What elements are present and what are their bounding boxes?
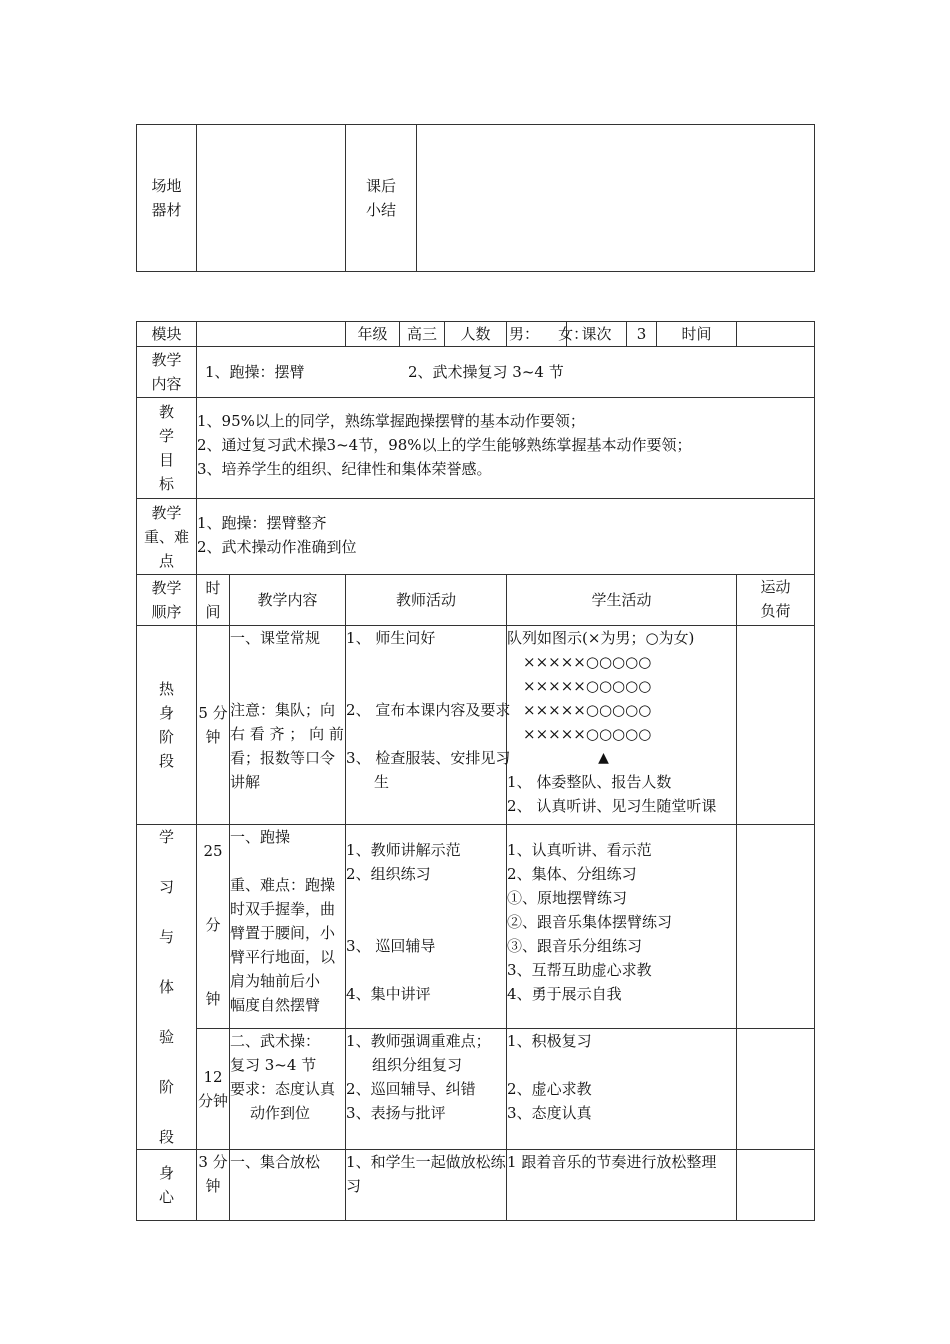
wushu-content-line: 二、武术操： <box>230 1032 321 1050</box>
teacher-position-marker: ▲ <box>598 750 609 766</box>
key-points-value <box>197 499 815 575</box>
warmup-content-note: 右 看 齐 ； 向 前 <box>230 725 344 743</box>
learning-stage-char: 验 <box>158 1028 174 1046</box>
time-label: 时间 <box>657 322 737 347</box>
warmup-content-title: 一、课堂常规 <box>230 629 321 647</box>
formation-row: ×××××○○○○○ <box>523 677 652 695</box>
site-label-line: 器材 <box>151 201 182 219</box>
run-student-line: 4、勇于展示自我 <box>507 985 622 1003</box>
col-time: 时间 <box>197 575 230 626</box>
content-item-1: 1、跑操：摆臂 <box>205 363 305 381</box>
learning-stage-char: 体 <box>158 978 174 996</box>
col-order <box>137 575 197 626</box>
goal-line: 1、95%以上的同学，熟练掌握跑操摆臂的基本动作要领； <box>197 412 585 430</box>
run-time-line: 分 <box>205 916 221 934</box>
summary-label-line: 小结 <box>365 201 396 219</box>
wushu-student-line: 2、虚心求教 <box>507 1080 592 1098</box>
run-teacher-line: 4、集中讲评 <box>346 985 431 1003</box>
warmup-stage-char: 热 <box>158 680 174 698</box>
col-load-line: 负荷 <box>760 602 791 620</box>
wushu-content-line: 复习 3~4 节 <box>230 1056 317 1074</box>
warmup-stage <box>137 626 197 825</box>
content-label-line: 内容 <box>151 375 182 393</box>
cooldown-teacher <box>346 1150 507 1221</box>
summary-label <box>346 125 417 272</box>
content-label-line: 教学 <box>151 351 182 369</box>
run-teacher <box>346 825 507 1029</box>
site-label <box>137 125 197 272</box>
warmup-teacher-line: 1、 师生问好 <box>346 629 436 647</box>
run-load <box>737 825 815 1029</box>
warmup-stage-char: 段 <box>158 752 174 770</box>
wushu-content-line: 动作到位 <box>250 1104 311 1122</box>
learning-stage-char: 段 <box>158 1128 174 1146</box>
warmup-stage-char: 身 <box>158 704 174 722</box>
warmup-content <box>230 626 346 825</box>
lesson-label: 课次 <box>567 322 627 347</box>
col-order-line: 顺序 <box>151 603 182 621</box>
run-student-line: 3、互帮互助虚心求教 <box>507 961 652 979</box>
goals-label-char: 标 <box>158 475 174 493</box>
wushu-load <box>737 1029 815 1150</box>
site-summary-table <box>136 124 815 272</box>
run-content <box>230 825 346 1029</box>
formation-row: ×××××○○○○○ <box>523 725 652 743</box>
warmup-student <box>507 626 737 825</box>
cooldown-time-line: 3 分 <box>198 1153 228 1171</box>
lesson-plan-table <box>136 321 815 1221</box>
formation-row: ×××××○○○○○ <box>523 653 652 671</box>
col-teacher: 教师活动 <box>346 575 507 626</box>
cooldown-time-line: 钟 <box>205 1177 221 1195</box>
warmup-load <box>737 626 815 825</box>
run-content-note: 时双手握拳，曲 <box>230 900 336 918</box>
run-student-line: 1、认真听讲、看示范 <box>507 841 652 859</box>
cooldown-teacher-line: 1、和学生一起做放松练 <box>346 1153 506 1171</box>
run-time <box>197 825 230 1029</box>
col-load-line: 运动 <box>760 578 791 596</box>
run-time-line: 25 <box>203 842 223 860</box>
wushu-content-line: 要求：态度认真 <box>230 1080 336 1098</box>
col-load <box>737 575 815 626</box>
learning-stage-char: 习 <box>158 878 174 896</box>
warmup-stage-char: 阶 <box>158 728 174 746</box>
goals-value <box>197 398 815 499</box>
count-value <box>507 322 589 347</box>
cooldown-stage-char: 心 <box>158 1188 174 1206</box>
wushu-teacher-line: 1、教师强调重难点； <box>346 1032 491 1050</box>
learning-stage <box>137 825 197 1150</box>
learning-stage-char: 与 <box>158 928 174 946</box>
run-content-note: 幅度自然摆臂 <box>230 996 321 1014</box>
module-value <box>197 322 346 347</box>
run-content-note: 臂置于腰间，小 <box>230 924 336 942</box>
run-student-line: ③、跟音乐分组练习 <box>507 937 643 955</box>
warmup-time-line: 5 分 <box>198 704 228 722</box>
run-student-line: 2、集体、分组练习 <box>507 865 637 883</box>
female-label: 女： <box>558 325 589 343</box>
wushu-student-line: 1、积极复习 <box>507 1032 592 1050</box>
time-value <box>737 322 815 347</box>
grade-label: 年级 <box>346 322 400 347</box>
count-label: 人数 <box>445 322 507 347</box>
content-label <box>137 347 197 398</box>
run-student-line: ②、跟音乐集体摆臂练习 <box>507 913 673 931</box>
cooldown-stage-char: 身 <box>158 1164 174 1182</box>
key-points-label <box>137 499 197 575</box>
key-points-label-line: 重、难 <box>143 527 189 546</box>
content-value <box>197 347 815 398</box>
cooldown-content <box>230 1150 346 1221</box>
content-item-2: 2、武术操复习 3~4 节 <box>408 363 564 381</box>
wushu-student-line: 3、态度认真 <box>507 1104 592 1122</box>
cooldown-teacher-line: 习 <box>346 1177 362 1195</box>
warmup-teacher-line: 生 <box>374 773 390 791</box>
formation-row: ×××××○○○○○ <box>523 701 652 719</box>
col-order-line: 教学 <box>151 579 182 597</box>
run-teacher-line: 1、教师讲解示范 <box>346 841 461 859</box>
goal-line: 2、通过复习武术操3~4节，98%以上的学生能够熟练掌握基本动作要领； <box>197 436 692 454</box>
key-point-line: 2、武术操动作准确到位 <box>197 538 357 556</box>
run-content-title: 一、跑操 <box>230 828 291 846</box>
warmup-content-note: 讲解 <box>230 773 261 791</box>
run-content-note: 重、难点：跑操 <box>230 876 336 894</box>
wushu-time-line: 12 <box>203 1068 223 1086</box>
warmup-time <box>197 626 230 825</box>
warmup-time-line: 钟 <box>205 728 221 746</box>
cooldown-student-line: 1 跟着音乐的节奏进行放松整理 <box>507 1153 717 1171</box>
site-label-line: 场地 <box>151 177 182 195</box>
wushu-time <box>197 1029 230 1150</box>
goal-line: 3、培养学生的组织、纪律性和集体荣誉感。 <box>197 460 492 478</box>
goals-label <box>137 398 197 499</box>
grade-value: 高三 <box>400 322 445 347</box>
wushu-content <box>230 1029 346 1150</box>
col-content: 教学内容 <box>230 575 346 626</box>
site-value <box>197 125 346 272</box>
learning-stage-char: 学 <box>158 828 174 846</box>
goals-label-char: 教 <box>158 403 174 421</box>
male-label: 男： <box>509 325 540 343</box>
run-time-line: 钟 <box>205 990 221 1008</box>
goals-label-char: 学 <box>158 427 174 445</box>
wushu-teacher-line: 组织分组复习 <box>372 1056 463 1074</box>
warmup-teacher <box>346 626 511 825</box>
cooldown-content-line: 一、集合放松 <box>230 1153 321 1171</box>
warmup-teacher-line: 3、 检查服装、安排见习 <box>346 749 511 767</box>
run-student <box>507 825 737 1029</box>
run-student-line: ①、原地摆臂练习 <box>507 889 628 907</box>
wushu-teacher <box>346 1029 507 1150</box>
cooldown-stage <box>137 1150 197 1221</box>
col-student: 学生活动 <box>507 575 737 626</box>
learning-stage-char: 阶 <box>158 1078 174 1096</box>
run-content-note: 臂平行地面，以 <box>230 948 336 966</box>
warmup-student-line: 2、 认真听讲、见习生随堂听课 <box>507 797 717 815</box>
run-teacher-line: 3、 巡回辅导 <box>346 937 436 955</box>
summary-value <box>417 125 815 272</box>
goals-label-char: 目 <box>158 451 174 469</box>
cooldown-load <box>737 1150 815 1221</box>
wushu-student <box>507 1029 737 1150</box>
warmup-teacher-line: 2、 宣布本课内容及要求 <box>346 701 511 719</box>
cooldown-time <box>197 1150 230 1221</box>
wushu-teacher-line: 3、表扬与批评 <box>346 1104 446 1122</box>
cooldown-student <box>507 1150 737 1221</box>
warmup-content-note: 看；报数等口令 <box>230 749 336 767</box>
module-label: 模块 <box>137 322 197 347</box>
warmup-content-note: 注意：集队；向 <box>230 701 336 719</box>
key-points-label-line: 点 <box>158 551 174 570</box>
key-point-line: 1、跑操：摆臂整齐 <box>197 514 327 532</box>
run-teacher-line: 2、组织练习 <box>346 865 431 883</box>
warmup-student-line: 1、 体委整队、报告人数 <box>507 773 672 791</box>
lesson-value: 3 <box>627 322 657 347</box>
summary-label-line: 课后 <box>365 177 396 195</box>
run-content-note: 肩为轴前后小 <box>230 972 321 990</box>
wushu-teacher-line: 2、巡回辅导、纠错 <box>346 1080 476 1098</box>
formation-intro: 队列如图示(×为男；○为女) <box>507 629 695 647</box>
key-points-label-line: 教学 <box>151 503 182 522</box>
wushu-time-line: 分钟 <box>197 1092 228 1110</box>
